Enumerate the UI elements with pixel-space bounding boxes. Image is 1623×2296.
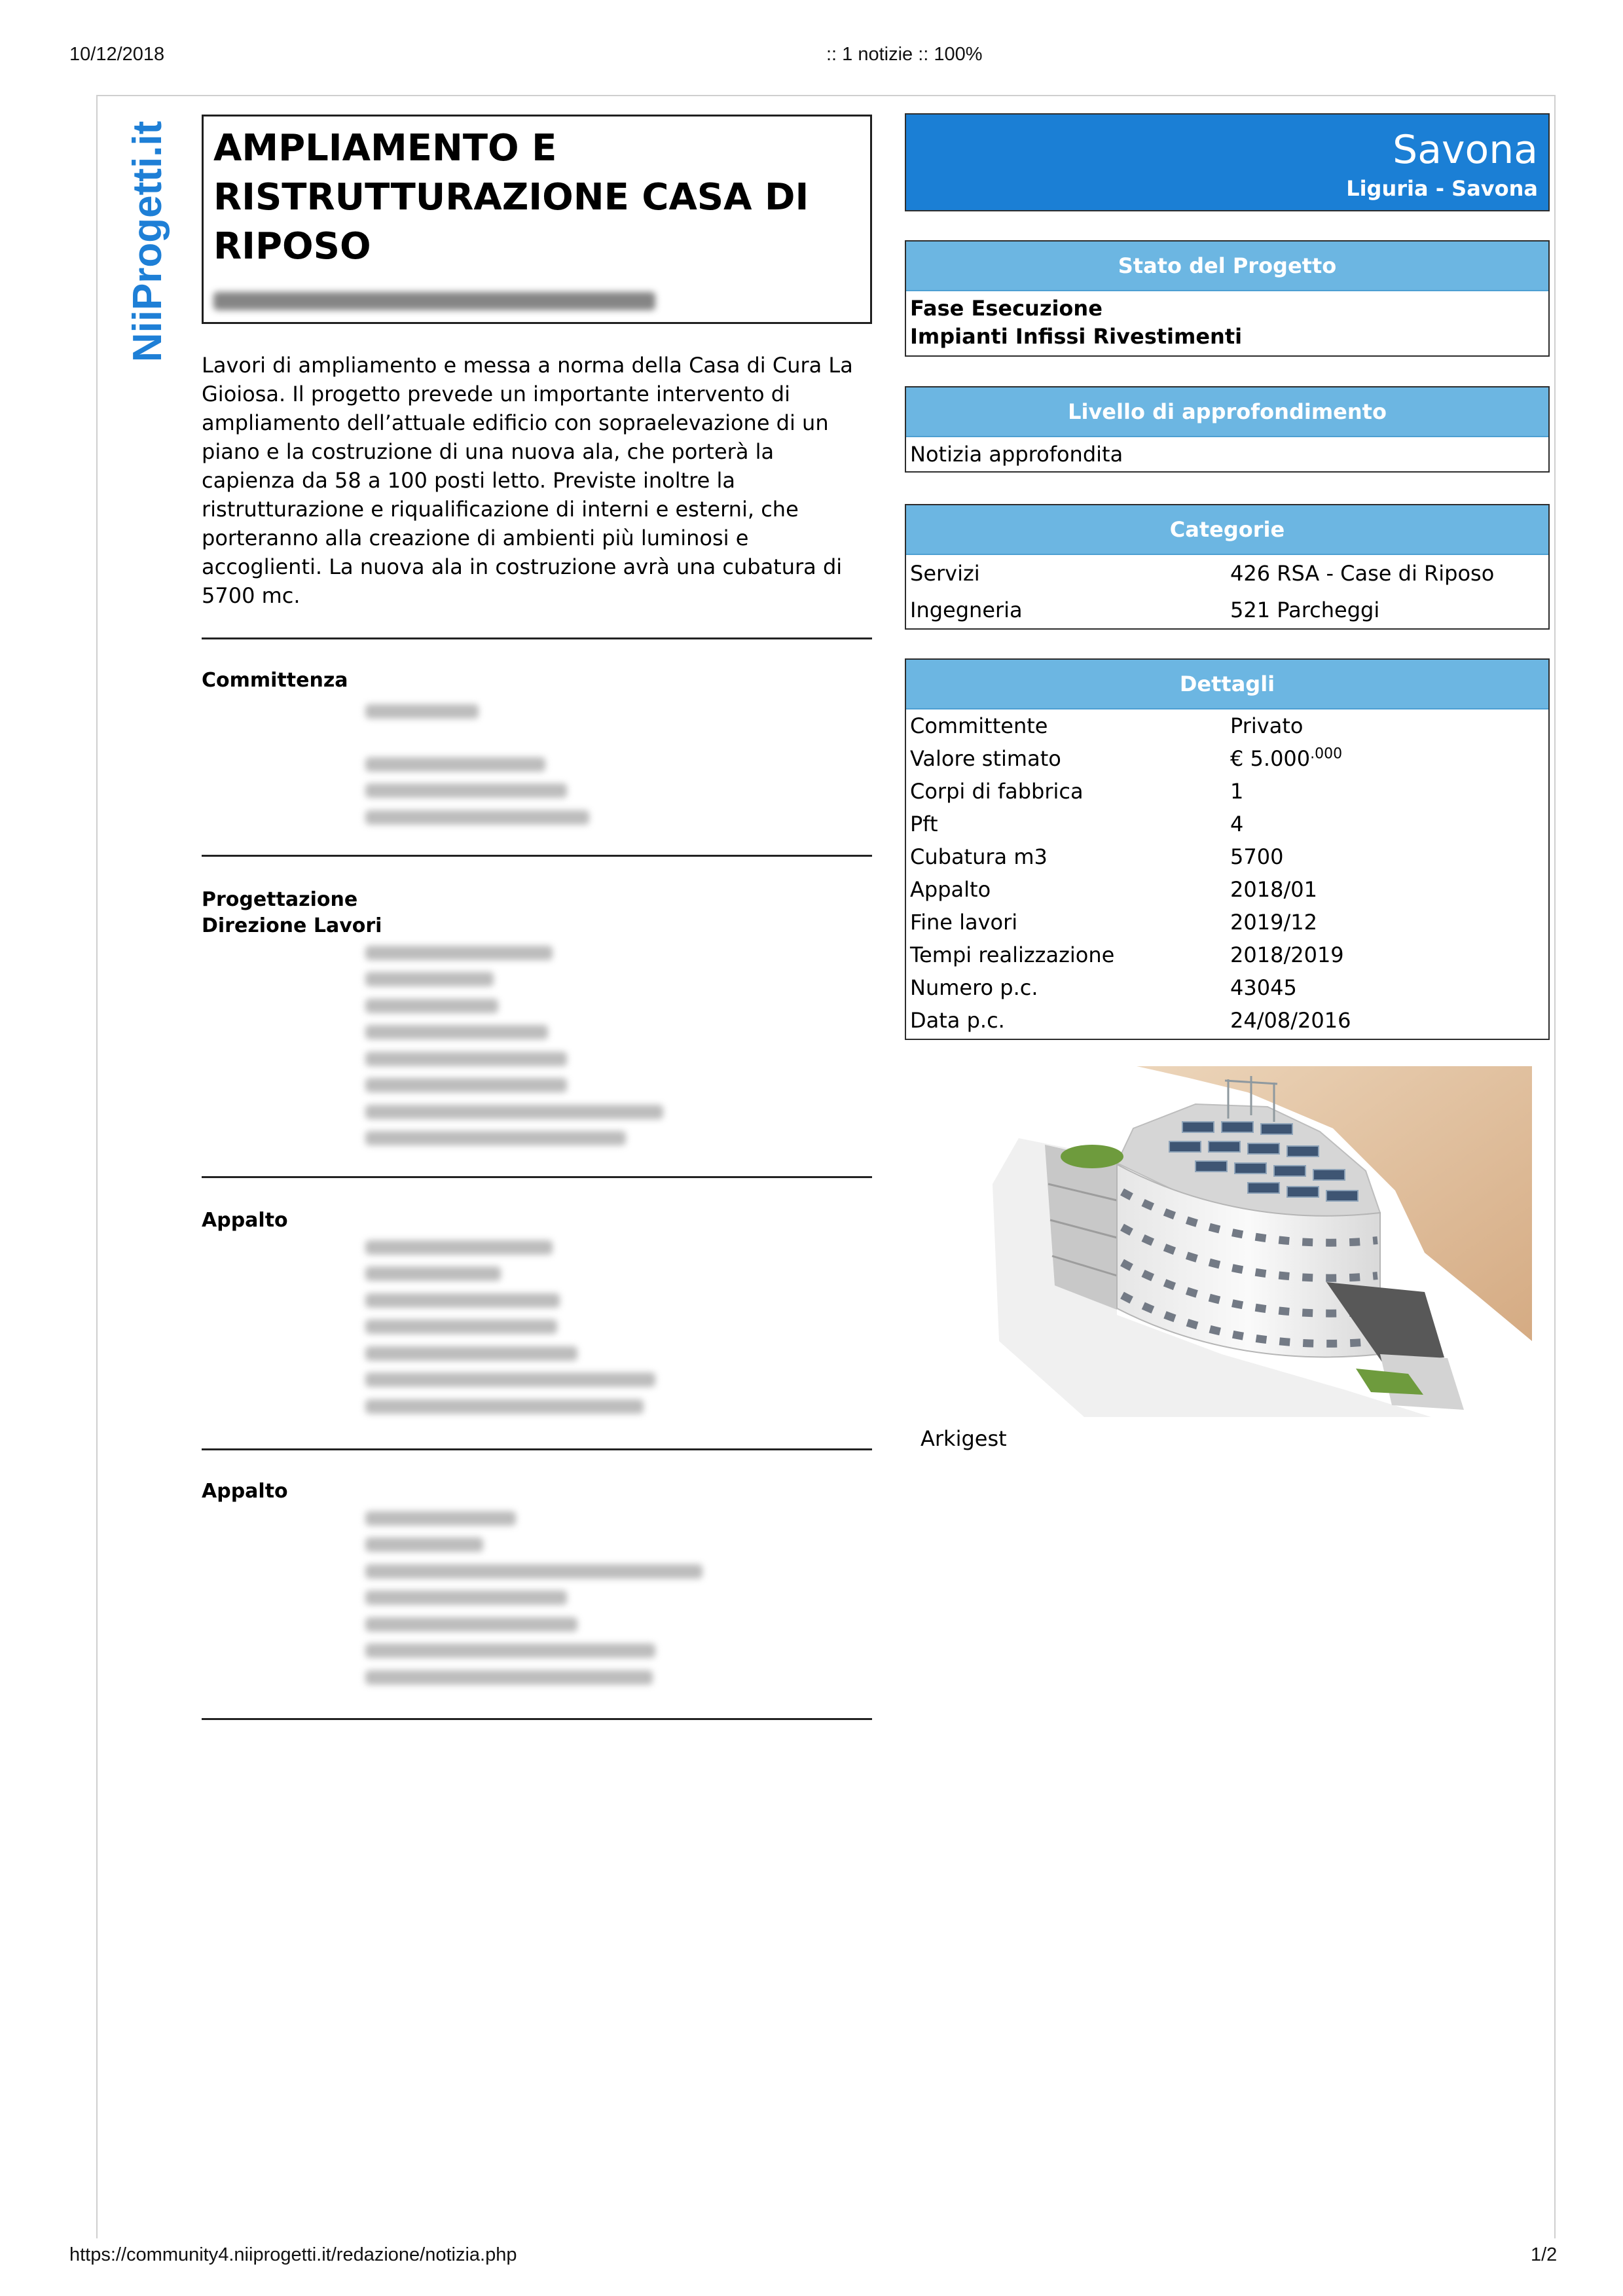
project-title [213, 124, 809, 271]
livello-approfondimento-panel [905, 386, 1550, 473]
blurred-contact-line [365, 704, 479, 719]
project-title-line: RIPOSO [213, 225, 371, 268]
dettaglio-row [906, 906, 1548, 939]
blurred-contact-line [365, 1372, 655, 1387]
blurred-contact-line [365, 1293, 560, 1308]
section-label-appalto: Appalto [202, 1209, 288, 1232]
description-line: ristrutturazione e riqualificazione di interni e esterni, che [202, 497, 799, 522]
dettaglio-label: Cubatura m3 [910, 844, 1048, 869]
stato-line: Fase Esecuzione [910, 296, 1103, 321]
blurred-contact-line [365, 810, 589, 825]
project-title-box [202, 115, 872, 324]
section-divider [202, 855, 872, 857]
dettaglio-label: Tempi realizzazione [910, 942, 1115, 967]
blurred-contact-line [365, 1511, 516, 1526]
dettaglio-value: 1 [1230, 779, 1244, 804]
location-box [905, 113, 1550, 211]
dettaglio-value: 24/08/2016 [1230, 1008, 1351, 1033]
dettaglio-row [906, 1004, 1548, 1037]
blurred-contact-line [365, 757, 545, 772]
print-url: https://community4.niiprogetti.it/redazione/notizia.php [69, 2244, 517, 2265]
panel-header: Stato del Progetto [906, 242, 1548, 291]
dettaglio-row [906, 709, 1548, 742]
blurred-contact-line [365, 1266, 501, 1281]
dettaglio-value [1230, 742, 1342, 775]
panel-header: Livello di approfondimento [906, 387, 1548, 437]
dettaglio-value: 43045 [1230, 975, 1297, 1000]
blurred-contact-line [365, 1078, 567, 1092]
dettaglio-value: 2018/2019 [1230, 942, 1344, 967]
livello-value: Notizia approfondita [910, 442, 1123, 467]
location-region: Liguria - Savona [1346, 176, 1538, 201]
section-label-appalto: Appalto [202, 1480, 288, 1503]
description-line: accoglienti. La nuova ala in costruzione avrà una cubatura di [202, 554, 843, 579]
blurred-contact-line [365, 1319, 557, 1334]
dettaglio-value: Privato [1230, 713, 1304, 738]
panel-header: Dettagli [906, 660, 1548, 709]
section-divider [202, 1448, 872, 1450]
categoria-label: Servizi [910, 561, 980, 586]
dettaglio-value: 2019/12 [1230, 910, 1317, 935]
project-title-line: RISTRUTTURAZIONE CASA DI [213, 176, 809, 219]
print-date: 10/12/2018 [69, 44, 165, 65]
dettaglio-row [906, 840, 1548, 873]
blurred-address [213, 292, 655, 310]
print-page-number: 1/2 [1531, 2244, 1558, 2265]
dettaglio-row [906, 873, 1548, 906]
categoria-value: 521 Parcheggi [1230, 598, 1380, 622]
dettaglio-row [906, 775, 1548, 808]
dettaglio-label: Data p.c. [910, 1008, 1005, 1033]
description-line: capienza da 58 a 100 posti letto. Previste inoltre la [202, 468, 735, 493]
project-rendering-image [921, 1066, 1532, 1417]
section-divider [202, 637, 872, 639]
dettaglio-row [906, 939, 1548, 971]
blurred-contact-line [365, 1240, 553, 1255]
blurred-contact-line [365, 946, 553, 960]
valore-main: € 5.000 [1230, 746, 1311, 771]
blurred-contact-line [365, 999, 498, 1013]
blurred-contact-line [365, 972, 494, 986]
dettaglio-label: Appalto [910, 877, 991, 902]
section-label-progettazione: Progettazione [202, 888, 358, 911]
blurred-contact-line [365, 783, 567, 798]
dettaglio-value: 5700 [1230, 844, 1284, 869]
valore-superscript: .000 [1310, 745, 1343, 762]
dettaglio-value: 2018/01 [1230, 877, 1317, 902]
categoria-value: 426 RSA - Case di Riposo [1230, 561, 1495, 586]
description-line: porteranno alla creazione di ambienti più luminosi e [202, 526, 749, 550]
blurred-contact-line [365, 1131, 626, 1145]
panel-header: Categorie [906, 505, 1548, 555]
project-title-line: AMPLIAMENTO E [213, 127, 557, 170]
dettaglio-label: Committente [910, 713, 1048, 738]
blurred-contact-line [365, 1399, 644, 1414]
blurred-contact-line [365, 1537, 483, 1552]
description-line: Gioiosa. Il progetto prevede un importante intervento di [202, 382, 790, 406]
project-description [202, 351, 883, 610]
blurred-contact-line [365, 1617, 577, 1632]
stato-line: Impianti Infissi Rivestimenti [910, 324, 1243, 349]
categorie-panel [905, 504, 1550, 630]
description-line: piano e la costruzione di una nuova ala, che porterà la [202, 439, 775, 464]
blurred-contact-line [365, 1564, 702, 1579]
blurred-contact-line [365, 1105, 663, 1119]
dettaglio-row [906, 808, 1548, 840]
terrace-garden [1061, 1145, 1123, 1168]
description-line: 5700 mc. [202, 583, 301, 608]
dettaglio-label: Valore stimato [910, 746, 1061, 771]
niiprogetti-logo: NiiProgetti.it [125, 120, 170, 363]
dettaglio-label: Corpi di fabbrica [910, 779, 1084, 804]
dettaglio-row [906, 742, 1548, 775]
blurred-contact-line [365, 1025, 548, 1039]
section-divider [202, 1176, 872, 1178]
description-line: Lavori di ampliamento e messa a norma della Casa di Cura La [202, 353, 853, 378]
dettaglio-label: Numero p.c. [910, 975, 1038, 1000]
categoria-label: Ingegneria [910, 598, 1023, 622]
image-caption: Arkigest [921, 1426, 1007, 1451]
blurred-contact-line [365, 1643, 655, 1658]
stato-progetto-panel [905, 240, 1550, 357]
location-city: Savona [1393, 127, 1538, 173]
section-divider [202, 1718, 872, 1720]
blurred-contact-line [365, 1590, 567, 1605]
print-page-title: :: 1 notizie :: 100% [826, 44, 983, 65]
panel-body [906, 291, 1548, 351]
categoria-row [906, 592, 1548, 628]
blurred-contact-line [365, 1346, 577, 1361]
description-line: ampliamento dell’attuale edificio con sopraelevazione di un [202, 410, 829, 435]
section-label-direzione-lavori: Direzione Lavori [202, 914, 382, 937]
dettaglio-label: Pft [910, 812, 938, 836]
dettaglio-row [906, 971, 1548, 1004]
categoria-row [906, 555, 1548, 592]
dettagli-panel [905, 658, 1550, 1040]
section-label-committenza: Committenza [202, 669, 348, 692]
blurred-contact-line [365, 1052, 567, 1066]
dettaglio-label: Fine lavori [910, 910, 1018, 935]
blurred-contact-line [365, 1670, 653, 1685]
dettaglio-value: 4 [1230, 812, 1244, 836]
